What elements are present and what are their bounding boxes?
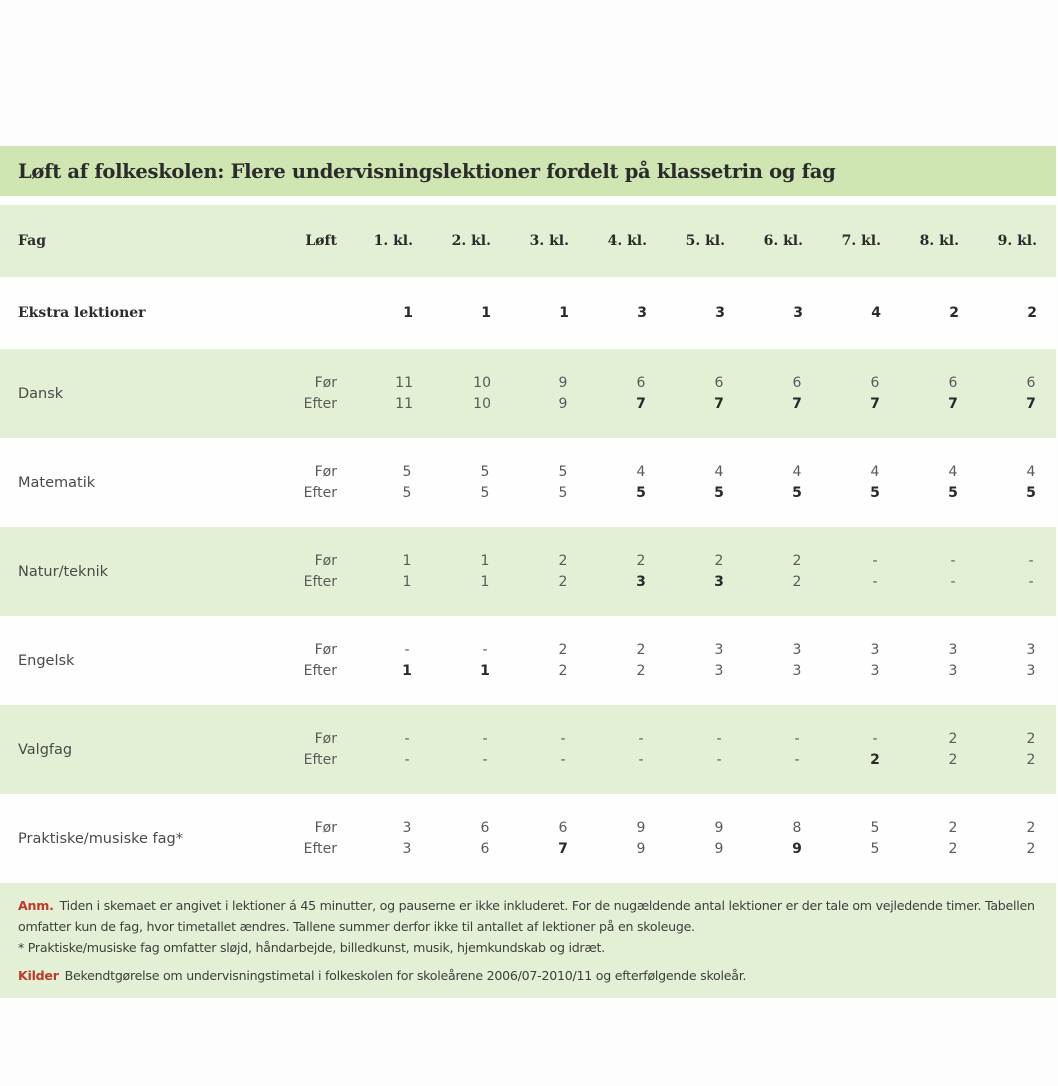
before-value: 8 (792, 819, 802, 836)
subject-name: Praktiske/musiske fag* (18, 830, 183, 847)
subject-rows (0, 349, 1056, 883)
before-value: - (482, 641, 488, 658)
footnote: * Praktiske/musiske fag omfatter sløjd, håndarbejde, billedkunst, musik, hjemkundskab og idræt. (18, 940, 605, 955)
header-grade-3: 3. kl. (529, 233, 569, 249)
extra-value: 2 (949, 305, 959, 321)
extra-loft-empty (280, 277, 337, 349)
after-value: 5 (636, 484, 646, 501)
after-value: 7 (714, 395, 724, 412)
grade-cell (413, 438, 491, 527)
grade-cell (959, 527, 1037, 616)
before-value: 4 (1026, 463, 1036, 480)
after-value: 7 (1026, 395, 1036, 412)
after-value: - (482, 751, 488, 768)
grade-cell (725, 705, 803, 794)
extra-value: 1 (403, 305, 413, 321)
annotation (18, 895, 1038, 937)
before-value: 2 (714, 552, 724, 569)
loft-labels (280, 527, 337, 616)
grade-cell (337, 349, 413, 438)
header-grade-8: 8. kl. (919, 233, 959, 249)
extra-value: 3 (637, 305, 647, 321)
grade-cell (881, 438, 959, 527)
after-value: - (404, 751, 410, 768)
after-value: - (716, 751, 722, 768)
after-value: 5 (870, 840, 880, 857)
before-value: - (950, 552, 956, 569)
grade-cell (647, 438, 725, 527)
after-value: 1 (480, 662, 490, 679)
header-grade-1: 1. kl. (373, 233, 413, 249)
after-value: 5 (714, 484, 724, 501)
grade-cell (881, 705, 959, 794)
grade-cell (337, 705, 413, 794)
before-value: 6 (558, 819, 568, 836)
after-value: 2 (792, 573, 802, 590)
grade-cell (647, 349, 725, 438)
after-value: 2 (870, 751, 880, 768)
before-value: 3 (714, 641, 724, 658)
before-value: 1 (402, 552, 412, 569)
after-value: 2 (948, 751, 958, 768)
header-grade-2: 2. kl. (451, 233, 491, 249)
grade-cell (569, 705, 647, 794)
loft-before-label: Før (314, 374, 337, 391)
extra-value: 3 (715, 305, 725, 321)
before-value: 2 (1026, 730, 1036, 747)
loft-labels (280, 616, 337, 705)
before-value: - (404, 730, 410, 747)
before-value: - (482, 730, 488, 747)
table-row (0, 616, 1056, 705)
before-value: 2 (948, 730, 958, 747)
after-value: 3 (714, 573, 724, 590)
grade-cell (337, 438, 413, 527)
grade-cell (881, 616, 959, 705)
subject-name: Natur/teknik (18, 563, 109, 580)
grade-cell (491, 616, 569, 705)
after-value: 6 (480, 840, 490, 857)
grade-cell (959, 349, 1037, 438)
after-value: 3 (1026, 662, 1036, 679)
grade-cell (569, 349, 647, 438)
before-value: 2 (1026, 819, 1036, 836)
grade-cell (803, 438, 881, 527)
notes-box (0, 883, 1056, 998)
extra-value: 4 (871, 305, 881, 321)
grade-cell (647, 527, 725, 616)
after-value: 2 (636, 662, 646, 679)
loft-after-label: Efter (303, 662, 337, 679)
loft-after-label: Efter (303, 484, 337, 501)
before-value: 2 (948, 819, 958, 836)
grade-cell (725, 349, 803, 438)
grade-cell (413, 527, 491, 616)
loft-before-label: Før (314, 552, 337, 569)
after-value: 7 (948, 395, 958, 412)
grade-cell (337, 527, 413, 616)
grade-cell (959, 438, 1037, 527)
before-value: 4 (792, 463, 802, 480)
table-row (0, 794, 1056, 883)
before-value: 5 (558, 463, 568, 480)
before-value: 4 (948, 463, 958, 480)
after-value: 2 (558, 573, 568, 590)
header-grade-4: 4. kl. (607, 233, 647, 249)
before-value: 2 (558, 552, 568, 569)
table-row (0, 527, 1056, 616)
before-value: 5 (480, 463, 490, 480)
grade-cell (803, 616, 881, 705)
before-value: 6 (870, 374, 880, 391)
grade-cell (881, 349, 959, 438)
before-value: 5 (402, 463, 412, 480)
before-value: 3 (402, 819, 412, 836)
grade-cell (491, 794, 569, 883)
grade-cell (413, 794, 491, 883)
before-value: - (1028, 552, 1034, 569)
loft-before-label: Før (314, 730, 337, 747)
grade-cell (647, 794, 725, 883)
extra-value: 1 (559, 305, 569, 321)
subject-name: Matematik (18, 474, 96, 491)
grade-cell (491, 438, 569, 527)
grade-cell (647, 705, 725, 794)
after-value: - (872, 573, 878, 590)
table-row (0, 438, 1056, 527)
before-value: 11 (395, 374, 413, 391)
before-value: 3 (870, 641, 880, 658)
extra-value: 2 (1027, 305, 1037, 321)
before-value: - (716, 730, 722, 747)
subject-name: Valgfag (18, 741, 73, 758)
after-value: 5 (402, 484, 412, 501)
loft-before-label: Før (314, 819, 337, 836)
after-value: 5 (1026, 484, 1036, 501)
grade-cell (413, 705, 491, 794)
before-value: 6 (948, 374, 958, 391)
grade-cell (569, 438, 647, 527)
grade-cell (803, 527, 881, 616)
after-value: 2 (558, 662, 568, 679)
grade-cell (725, 438, 803, 527)
grade-cell (491, 349, 569, 438)
grade-cell (803, 794, 881, 883)
loft-after-label: Efter (303, 395, 337, 412)
after-value: - (794, 751, 800, 768)
header-loft: Løft (305, 233, 337, 249)
header-grade-9: 9. kl. (997, 233, 1037, 249)
before-value: 9 (558, 374, 568, 391)
before-value: 3 (792, 641, 802, 658)
grade-cell (569, 794, 647, 883)
table-title: Løft af folkeskolen: Flere undervisningslektioner fordelt på klassetrin og fag (0, 146, 1056, 196)
grade-cell (881, 527, 959, 616)
before-value: 9 (636, 819, 646, 836)
extra-value: 3 (793, 305, 803, 321)
lesson-table (0, 146, 1056, 998)
subject-name: Dansk (18, 385, 64, 402)
loft-before-label: Før (314, 641, 337, 658)
after-value: - (1028, 573, 1034, 590)
before-value: - (404, 641, 410, 658)
after-value: 2 (948, 840, 958, 857)
loft-after-label: Efter (303, 573, 337, 590)
kilder-text: Bekendtgørelse om undervisningstimetal i folkeskolen for skoleårene 2006/07-2010/11 og efterfølgende skoleår. (64, 968, 747, 983)
grade-cell (803, 705, 881, 794)
loft-labels (280, 705, 337, 794)
after-value: - (638, 751, 644, 768)
before-value: 5 (870, 819, 880, 836)
after-value: 9 (636, 840, 646, 857)
before-value: 2 (558, 641, 568, 658)
grade-cell (337, 616, 413, 705)
title-gap (0, 196, 1056, 205)
grade-cell (725, 616, 803, 705)
before-value: 4 (636, 463, 646, 480)
before-value: 6 (792, 374, 802, 391)
before-value: 6 (636, 374, 646, 391)
grade-cell (959, 705, 1037, 794)
before-value: 2 (792, 552, 802, 569)
after-value: 5 (792, 484, 802, 501)
grade-cell (803, 349, 881, 438)
after-value: 5 (480, 484, 490, 501)
grade-cell (491, 527, 569, 616)
after-value: 1 (402, 662, 412, 679)
after-value: 9 (792, 840, 802, 857)
after-value: 7 (870, 395, 880, 412)
before-value: - (794, 730, 800, 747)
after-value: 10 (473, 395, 491, 412)
before-value: - (872, 552, 878, 569)
before-value: 2 (636, 552, 646, 569)
loft-after-label: Efter (303, 751, 337, 768)
after-value: 7 (558, 840, 568, 857)
after-value: 9 (714, 840, 724, 857)
grade-cell (725, 527, 803, 616)
after-value: 9 (558, 395, 568, 412)
loft-after-label: Efter (303, 840, 337, 857)
after-value: 7 (636, 395, 646, 412)
before-value: 6 (480, 819, 490, 836)
grade-cell (959, 616, 1037, 705)
after-value: 2 (1026, 840, 1036, 857)
grade-cell (881, 794, 959, 883)
after-value: 5 (948, 484, 958, 501)
before-value: 6 (714, 374, 724, 391)
before-value: 10 (473, 374, 491, 391)
grade-cell (337, 794, 413, 883)
before-value: 9 (714, 819, 724, 836)
before-value: 2 (636, 641, 646, 658)
header-fag: Fag (18, 233, 47, 249)
header-grade-7: 7. kl. (841, 233, 881, 249)
after-value: 1 (480, 573, 490, 590)
after-value: 2 (1026, 751, 1036, 768)
after-value: 7 (792, 395, 802, 412)
after-value: 3 (402, 840, 412, 857)
grade-cell (725, 794, 803, 883)
table-row (0, 705, 1056, 794)
grade-cell (569, 616, 647, 705)
grade-cell (647, 616, 725, 705)
grade-cell (569, 527, 647, 616)
before-value: 4 (870, 463, 880, 480)
after-value: 1 (402, 573, 412, 590)
after-value: - (560, 751, 566, 768)
after-value: 3 (870, 662, 880, 679)
grade-cell (413, 616, 491, 705)
grade-cell (491, 705, 569, 794)
after-value: 3 (792, 662, 802, 679)
anm-label: Anm. (18, 898, 54, 913)
after-value: 3 (714, 662, 724, 679)
table-row (0, 349, 1056, 438)
after-value: 5 (558, 484, 568, 501)
header-grade-5: 5. kl. (685, 233, 725, 249)
extra-lessons-label: Ekstra lektioner (18, 305, 146, 321)
loft-labels (280, 794, 337, 883)
before-value: - (638, 730, 644, 747)
extra-lessons-row (0, 277, 1056, 349)
before-value: - (560, 730, 566, 747)
after-value: 3 (636, 573, 646, 590)
loft-labels (280, 349, 337, 438)
after-value: - (950, 573, 956, 590)
before-value: - (872, 730, 878, 747)
after-value: 11 (395, 395, 413, 412)
header-row (0, 205, 1056, 277)
grade-cell (413, 349, 491, 438)
kilder-label: Kilder (18, 968, 59, 983)
loft-labels (280, 438, 337, 527)
before-value: 3 (948, 641, 958, 658)
extra-value: 1 (481, 305, 491, 321)
loft-before-label: Før (314, 463, 337, 480)
header-grade-6: 6. kl. (763, 233, 803, 249)
after-value: 3 (948, 662, 958, 679)
grade-cell (959, 794, 1037, 883)
sources (18, 965, 1038, 986)
after-value: 5 (870, 484, 880, 501)
before-value: 6 (1026, 374, 1036, 391)
before-value: 4 (714, 463, 724, 480)
before-value: 1 (480, 552, 490, 569)
before-value: 3 (1026, 641, 1036, 658)
subject-name: Engelsk (18, 652, 75, 669)
anm-text: Tiden i skemaet er angivet i lektioner á 45 minutter, og pauserne er ikke inkluderet. For de nugældende antal lektioner er der tale om vejledende timer. Tabellen omfatter kun de fag, hvor timetallet ændres. Tallene summer derfor ikke til antallet af lektioner på en skoleuge. (18, 898, 1035, 934)
